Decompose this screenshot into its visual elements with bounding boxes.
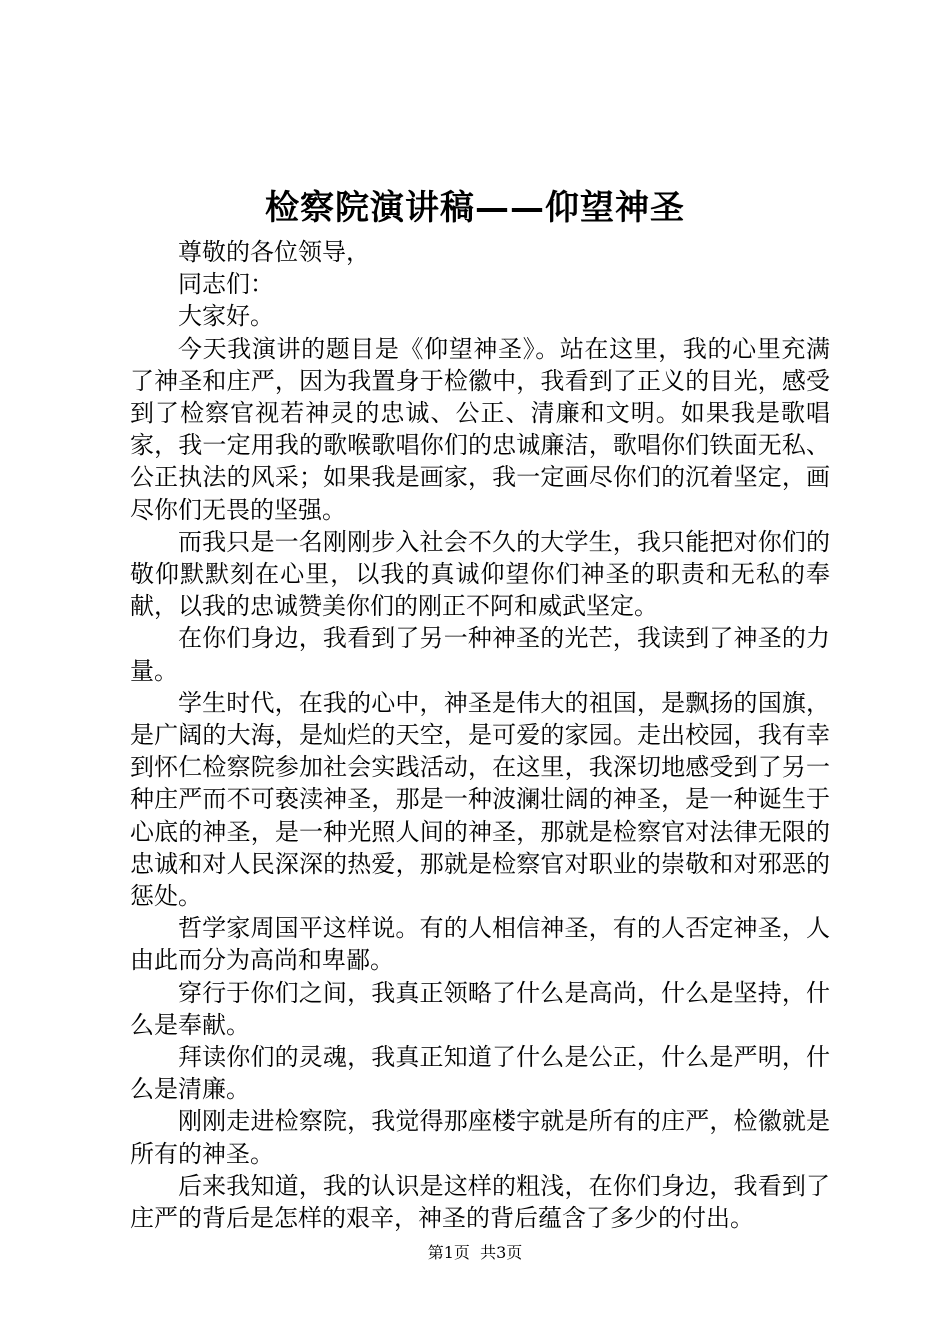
page-number: 第1页 [427,1243,470,1262]
paragraph: 学生时代，在我的心中，神圣是伟大的祖国，是飘扬的国旗，是广阔的大海，是灿烂的天空，是可爱的家园。走出校园，我有幸到怀仁检察院参加社会实践活动，在这里，我深切地感受到了另一种庄严而不可亵渎神圣，那是一种波澜壮阔的神圣，是一种诞生于心底的神圣，是一种光照人间的神圣，那就是检察官对法律无限的忠诚和对人民深深的热爱，那就是检察官对职业的崇敬和对邪恶的惩处。 [130,688,830,911]
footer-spacer [470,1243,480,1262]
page-footer [0,1241,950,1265]
paragraph: 穿行于你们之间，我真正领略了什么是高尚，什么是坚持，什么是奉献。 [130,978,830,1039]
page-total: 共3页 [480,1243,523,1262]
paragraph: 在你们身边，我看到了另一种神圣的光芒，我读到了神圣的力量。 [130,624,830,685]
document-title: 检察院演讲稿——仰望神圣 [265,188,685,228]
paragraph-salutation: 尊敬的各位领导， [178,238,370,266]
paragraph: 刚刚走进检察院，我觉得那座楼宇就是所有的庄严，检徽就是所有的神圣。 [130,1107,830,1168]
paragraph: 哲学家周国平这样说。有的人相信神圣，有的人否定神圣，人由此而分为高尚和卑鄙。 [130,914,830,975]
paragraph: 而我只是一名刚刚步入社会不久的大学生，我只能把对你们的敬仰默默刻在心里，以我的真诚仰望你们神圣的职责和无私的奉献，以我的忠诚赞美你们的刚正不阿和威武坚定。 [130,527,830,621]
paragraph-greeting: 大家好。 [178,302,274,331]
paragraph: 今天我演讲的题目是《仰望神圣》。站在这里，我的心里充满了神圣和庄严，因为我置身于检徽中，我看到了正义的目光，感受到了检察官视若神灵的忠诚、公正、清廉和文明。如果我是歌唱家，我一定用我的歌喉歌唱你们的忠诚廉洁，歌唱你们铁面无私、公正执法的风采；如果我是画家，我一定画尽你们的沉着坚定，画尽你们无畏的坚强。 [130,334,830,524]
paragraph-comrades: 同志们： [178,270,274,299]
paragraph: 后来我知道，我的认识是这样的粗浅，在你们身边，我看到了庄严的背后是怎样的艰辛，神圣的背后蕴含了多少的付出。 [130,1171,830,1233]
paragraph: 拜读你们的灵魂，我真正知道了什么是公正，什么是严明，什么是清廉。 [130,1043,830,1104]
document-body [130,236,830,1234]
